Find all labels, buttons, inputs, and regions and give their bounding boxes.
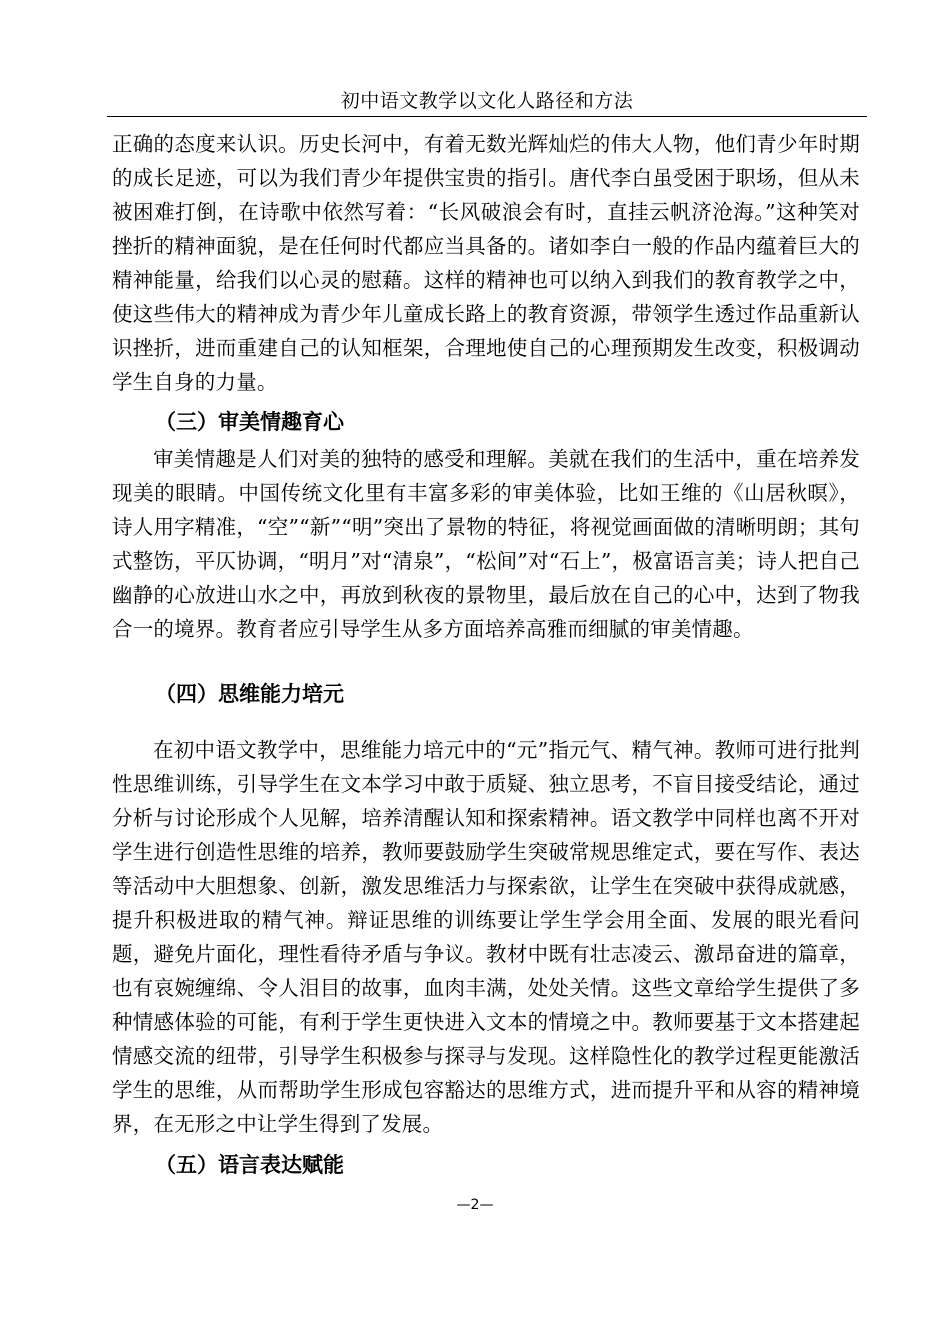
paragraph-text: 正确的态度来认识。历史长河中，有着无数光辉灿烂的伟大人物，他们青少年时期的成长足迹，可以为我们青少年提供宝贵的指引。唐代李白虽受困于职场，但从未被困难打倒，在诗歌中依然写着：“长风破浪会有时，直挂云帆济沧海。”这种笑对挫折的精神面貌，是在任何时代都应当具备的。诸如李白一般的作品内蕴着巨大的精神能量，给我们以心灵的慰藉。这样的精神也可以纳入到我们的教育教学之中，使这些伟大的精神成为青少年儿童成长路上的教育资源，带领学生透过作品重新认识挫折，进而重建自己的认知框架，合理地使自己的心理预期发生改变，积极调动学生自身的力量。 (112, 132, 860, 394)
header-divider (107, 116, 867, 117)
body-paragraph-thinking (112, 733, 860, 1141)
section-heading-aesthetic: （三）审美情趣育心 (155, 410, 344, 434)
paragraph-text: 在初中语文教学中，思维能力培元中的“元”指元气、精气神。教师可进行批判性思维训练，引导学生在文本学习中敢于质疑、独立思考，不盲目接受结论，通过分析与讨论形成个人见解，培养清醒认知和探索精神。语文教学中同样也离不开对学生进行创造性思维的培养，教师要鼓励学生突破常规思维定式，要在写作、表达等活动中大胆想象、创新，激发思维活力与探索欲，让学生在突破中获得成就感，提升积极进取的精气神。辩证思维的训练要让学生学会用全面、发展的眼光看问题，避免片面化，理性看待矛盾与争议。教材中既有壮志凌云、激昂奋进的篇章，也有哀婉缠绵、令人泪目的故事，血肉丰满，处处关情。这些文章给学生提供了多种情感体验的可能，有利于学生更快进入文本的情境之中。教师要基于文本搭建起情感交流的纽带，引导学生积极参与探寻与发现。这样隐性化的教学过程更能激活学生的思维，从而帮助学生形成包容豁达的思维方式，进而提升平和从容的精神境界，在无形之中让学生得到了发展。 (112, 738, 860, 1136)
page-number: —2— (456, 1197, 494, 1213)
page-header-title: 初中语文教学以文化人路径和方法 (340, 90, 634, 112)
section-heading-thinking: （四）思维能力培元 (155, 682, 344, 706)
body-paragraph-aesthetic (112, 442, 860, 646)
paragraph-text: 审美情趣是人们对美的独特的感受和理解。美就在我们的生活中，重在培养发现美的眼睛。中国传统文化里有丰富多彩的审美体验，比如王维的《山居秋暝》，诗人用字精准，“空”“新”“明”突出了景物的特征，将视觉画面做的清晰明朗；其句式整饬，平仄协调，“明月”对“清泉”，“松间”对“石上”，极富语言美；诗人把自己幽静的心放进山水之中，再放到秋夜的景物里，最后放在自己的心中，达到了物我合一的境界。教育者应引导学生从多方面培养高雅而细腻的审美情趣。 (112, 447, 860, 641)
section-heading-language: （五）语言表达赋能 (155, 1153, 344, 1177)
body-paragraph-continued (112, 127, 860, 399)
